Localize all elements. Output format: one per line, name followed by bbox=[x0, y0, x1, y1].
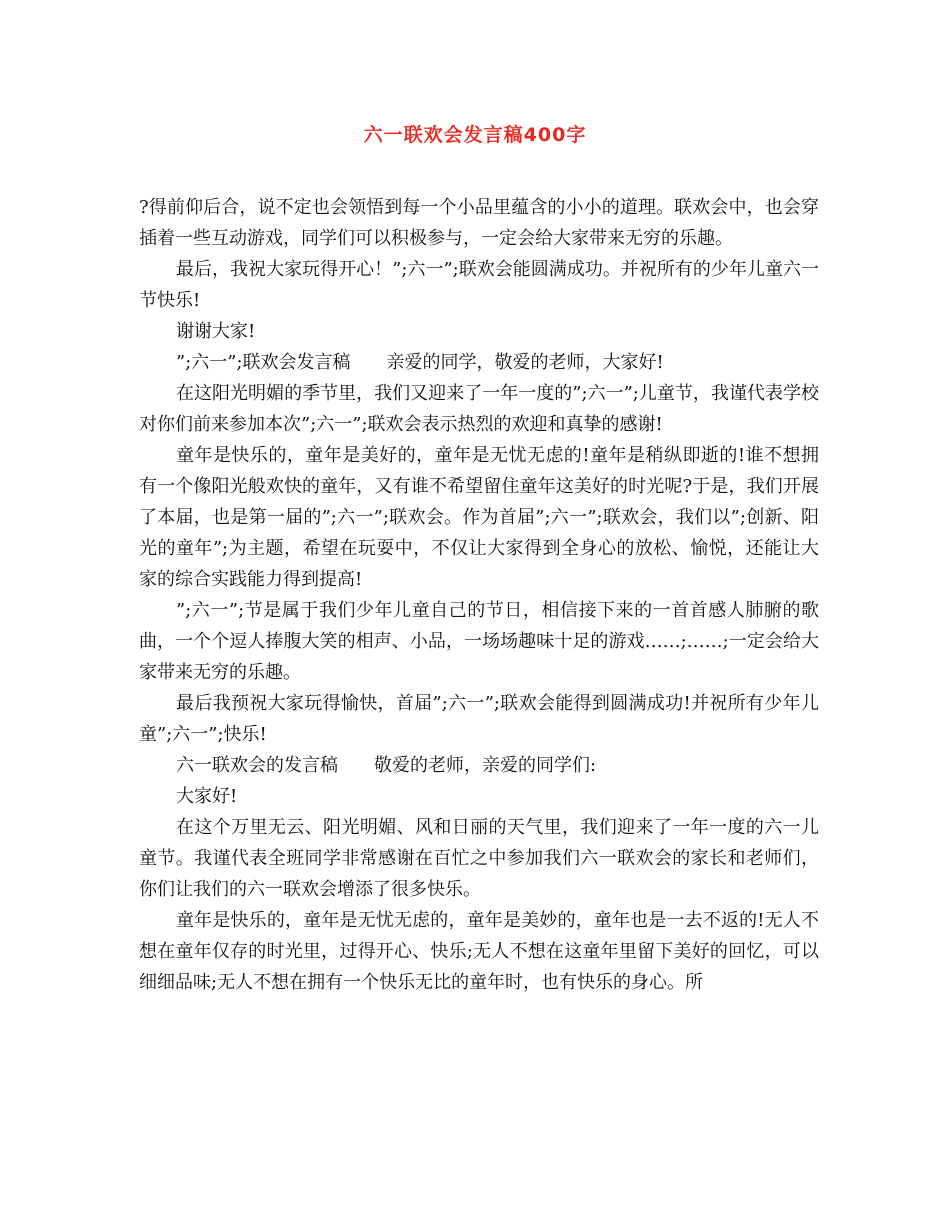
paragraph: ”;六一”;节是属于我们少年儿童自己的节日，相信接下来的一首首感人肺腑的歌曲，一个个逗人捧腹大笑的相声、小品，一场场趣味十足的游戏……;……;一定会给大家带来无穷的乐趣。 bbox=[139, 600, 819, 683]
paragraph: 最后，我祝大家玩得开心！”;六一”;联欢会能圆满成功。并祝所有的少年儿童六一节快乐! bbox=[139, 259, 819, 311]
document-body bbox=[139, 192, 819, 998]
paragraph: 在这个万里无云、阳光明媚、风和日丽的天气里，我们迎来了一年一度的六一儿童节。我谨代表全班同学非常感谢在百忙之中参加我们六一联欢会的家长和老师们，你们让我们的六一联欢会增添了很多快乐。 bbox=[139, 817, 819, 900]
document-title: 六一联欢会发言稿400字 bbox=[363, 124, 587, 146]
paragraph: 童年是快乐的，童年是无忧无虑的，童年是美妙的，童年也是一去不返的!无人不想在童年仅存的时光里，过得开心、快乐;无人不想在这童年里留下美好的回忆，可以细细品味;无人不想在拥有一个快乐无比的童年时，也有快乐的身心。所 bbox=[139, 910, 819, 993]
paragraph: 童年是快乐的，童年是美好的，童年是无忧无虑的!童年是稍纵即逝的!谁不想拥有一个像阳光般欢快的童年，又有谁不希望留住童年这美好的时光呢?于是，我们开展了本届，也是第一届的”;六一”;联欢会。作为首届”;六一”;联欢会，我们以”;创新、阳光的童年”;为主题，希望在玩耍中，不仅让大家得到全身心的放松、愉悦，还能让大家的综合实践能力得到提高! bbox=[139, 445, 819, 590]
paragraph: 大家好! bbox=[176, 786, 238, 807]
paragraph: ?得前仰后合，说不定也会领悟到每一个小品里蕴含的小小的道理。联欢会中，也会穿插着一些互动游戏，同学们可以积极参与，一定会给大家带来无穷的乐趣。 bbox=[139, 197, 819, 249]
paragraph: 在这阳光明媚的季节里，我们又迎来了一年一度的”;六一”;儿童节，我谨代表学校对你们前来参加本次”;六一”;联欢会表示热烈的欢迎和真挚的感谢! bbox=[139, 383, 819, 435]
paragraph: 六一联欢会的发言稿 敬爱的老师，亲爱的同学们: bbox=[176, 755, 597, 776]
paragraph: 最后我预祝大家玩得愉快，首届”;六一”;联欢会能得到圆满成功!并祝所有少年儿童”;六一”;快乐! bbox=[139, 693, 819, 745]
paragraph: ”;六一”;联欢会发言稿 亲爱的同学，敬爱的老师，大家好! bbox=[176, 352, 664, 373]
paragraph: 谢谢大家! bbox=[176, 321, 256, 342]
